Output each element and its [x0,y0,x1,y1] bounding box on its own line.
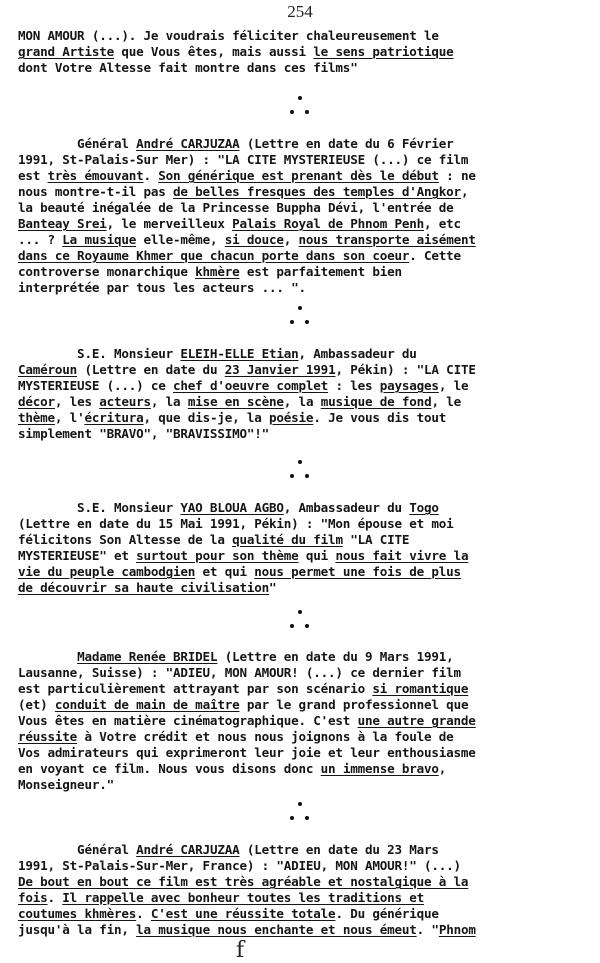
text-run: , [438,761,447,776]
underlined-run: grand Artiste [18,44,114,59]
text-line [18,60,584,76]
paragraph-1 [18,28,584,76]
text-line [18,200,584,216]
text-run: "LA CITE [342,532,410,547]
text-line [18,580,584,596]
underlined-run: le sens patriotique [313,44,454,59]
text-run: , Pékin) : "LA CITE [335,362,476,377]
underlined-run: musique de fond [320,394,432,409]
text-run: , Ambassadeur du [283,500,410,515]
text-run: Vous êtes en matière cinématographique. C'est [18,713,358,728]
text-run: . " [416,922,439,937]
separator-dot [305,816,309,820]
text-line [18,665,584,681]
text-line [18,216,584,232]
separator-dot [298,306,302,310]
text-line [18,426,584,442]
separator-dot [298,96,302,100]
text-run: . Cette [409,248,461,263]
separator-dot [305,624,309,628]
underlined-run: Caméroun [18,362,78,377]
text-run: 1991, St-Palais-Sur Mer) : "LA CITE MYSTERIEUSE (...) ce film [18,152,469,167]
text-line [18,168,584,184]
text-run [18,649,77,664]
text-line [18,842,584,858]
text-run: MYSTERIEUSE" et [18,548,137,563]
text-run: et qui [195,564,255,579]
underlined-run: de découvrir sa haute civilisation [18,580,269,595]
underlined-run: Madame Renée BRIDEL [77,649,218,664]
text-run: nous montre-t-il pas [18,184,174,199]
separator [0,304,600,330]
underlined-run: C'est une réussite totale [150,906,336,921]
separator-dot [298,610,302,614]
underlined-run: si douce [224,232,284,247]
underlined-run: La musique [62,232,137,247]
separator [0,608,600,634]
text-line [18,410,584,426]
text-line [18,264,584,280]
text-line [18,232,584,248]
text-run: félicitons Son Altesse de la [18,532,233,547]
underlined-run: poésie [269,410,314,425]
underlined-run: YAO BLOUA AGBO [180,500,284,515]
text-line [18,777,584,793]
text-run: MON AMOUR (...). Je voudrais féliciter chaleureusement le [18,28,439,43]
underlined-run: réussite [18,729,78,744]
separator-dot [305,110,309,114]
underlined-run: écritura [84,410,144,425]
text-line [18,378,584,394]
text-run: Général [18,842,137,857]
text-run: , le merveilleux [106,216,233,231]
underlined-run: qualité du film [232,532,343,547]
text-run: , [283,232,299,247]
text-run: à Votre crédit et nous nous joignons à la foule de [77,729,454,744]
text-run: , que dis-je, la [143,410,270,425]
text-run: jusqu'à la fin, [18,922,137,937]
text-run: la beauté inégalée de la Princesse Buppha Dévi, l'entrée de [18,200,454,215]
text-line [18,548,584,564]
text-line [18,136,584,152]
text-line [18,564,584,580]
underlined-run: un immense bravo [320,761,439,776]
paragraph-3 [18,346,584,442]
text-line [18,362,584,378]
text-run: " [269,580,277,595]
paragraph-4 [18,500,584,596]
text-line [18,697,584,713]
text-run: (Lettre en date du [77,362,225,377]
page-mark: f [236,938,245,963]
underlined-run: Son générique est prenant dès le début [158,168,439,183]
text-line [18,184,584,200]
page-number: 254 [287,2,313,21]
text-run: Lausanne, Suisse) : "ADIEU, MON AMOUR! (...) ce dernier film [18,665,461,680]
text-line [18,906,584,922]
separator-dot [298,460,302,464]
underlined-run: chef d'oeuvre complet [173,378,329,393]
underlined-run: nous fait vivre la [335,548,469,563]
text-run: est particulièrement attrayant par son scénario [18,681,373,696]
underlined-run: ELEIH-ELLE Etian [180,346,299,361]
underlined-run: fois [18,890,48,905]
text-run: (Lettre en date du 23 Mars [239,842,439,857]
underlined-run: si romantique [372,681,469,696]
underlined-run: vie du peuple cambodgien [18,564,196,579]
underlined-run: acteurs [99,394,151,409]
paragraph-5 [18,649,584,793]
text-run: elle-même, [136,232,225,247]
separator [0,458,600,484]
underlined-run: Phnom [438,922,476,937]
text-run: interprétée par tous les acteurs ... ". [18,280,306,295]
underlined-run: Togo [409,500,439,515]
underlined-run: André CARJUZAA [136,136,240,151]
text-run: S.E. Monsieur [18,500,181,515]
text-run: que Vous êtes, mais aussi [113,44,314,59]
paragraph-6 [18,842,584,938]
text-run: . [136,906,151,921]
text-line [18,761,584,777]
text-run: controverse monarchique [18,264,196,279]
text-line [18,500,584,516]
text-run: : ne [438,168,476,183]
underlined-run: Il rappelle avec bonheur toutes les traditions et [62,890,425,905]
text-line [18,532,584,548]
text-line [18,346,584,362]
text-run: : les [328,378,380,393]
underlined-run: très émouvant [47,168,144,183]
underlined-run: De bout en bout ce film est très agréable et nostalgique à la [18,874,469,889]
underlined-run: Banteay Srei [18,216,107,231]
separator-dot [290,320,294,324]
text-run: (Lettre en date du 15 Mai 1991, Pékin) : "Mon épouse et moi [18,516,454,531]
text-run: , la [283,394,321,409]
text-run: dont Votre Altesse fait montre dans ces films" [18,60,358,75]
text-run: 1991, St-Palais-Sur-Mer, France) : "ADIEU, MON AMOUR!" (...) [18,858,461,873]
separator-dot [290,474,294,478]
text-run: Général [18,136,137,151]
text-line [18,152,584,168]
underlined-run: nous permet une fois de plus [254,564,461,579]
text-line [18,874,584,890]
text-run: (Lettre en date du 6 Février [239,136,454,151]
text-run: en voyant ce film. Nous vous disons donc [18,761,321,776]
text-run: est [18,168,48,183]
text-line [18,890,584,906]
text-run: ... ? [18,232,63,247]
text-run: par le grand professionnel que [239,697,469,712]
underlined-run: une autre grande [357,713,476,728]
separator-dot [305,474,309,478]
text-line [18,713,584,729]
text-run: , le [438,378,469,393]
underlined-run: dans ce Royaume Khmer que chacun porte dans son coeur [18,248,410,263]
text-run: est parfaitement bien [239,264,402,279]
text-run: , les [54,394,100,409]
text-run: MYSTERIEUSE (...) ce [18,378,174,393]
text-line [18,280,584,296]
underlined-run: coutumes khmères [18,906,137,921]
underlined-run: paysages [379,378,439,393]
text-line [18,649,584,665]
underlined-run: nous transporte aisément [298,232,476,247]
text-run: Monseigneur." [18,777,114,792]
text-line [18,858,584,874]
underlined-run: thème [18,410,55,425]
text-line [18,745,584,761]
separator-dot [305,320,309,324]
text-run: Vos admirateurs qui exprimeront leur joie et leur enthousiasme [18,745,476,760]
text-line [18,681,584,697]
text-run: (et) [18,697,55,712]
underlined-run: Palais Royal de Phnom Penh [232,216,425,231]
text-line [18,28,584,44]
underlined-run: de belles fresques des temples d'Angkor [173,184,461,199]
underlined-run: 23 Janvier 1991 [224,362,336,377]
text-line [18,44,584,60]
text-run: . Du générique [335,906,439,921]
underlined-run: André CARJUZAA [136,842,240,857]
separator-dot [290,110,294,114]
underlined-run: khmère [195,264,240,279]
text-run: , l' [54,410,85,425]
text-line [18,394,584,410]
text-line [18,729,584,745]
underlined-run: surtout pour son thème [136,548,299,563]
text-run: , Ambassadeur du [298,346,417,361]
text-run: . Je vous dis tout [313,410,447,425]
text-run: , [460,184,469,199]
text-line [18,922,584,938]
text-run: . [47,890,63,905]
text-run: S.E. Monsieur [18,346,181,361]
underlined-run: la musique nous enchante et nous émeut [136,922,417,937]
separator [0,94,600,120]
paragraph-2 [18,136,584,296]
separator-dot [290,816,294,820]
text-run: . [143,168,159,183]
underlined-run: décor [18,394,55,409]
text-run: , la [150,394,188,409]
text-run: , le [431,394,461,409]
text-run: (Lettre en date du 9 Mars 1991, [217,649,454,664]
text-run: simplement "BRAVO", "BRAVISSIMO"!" [18,426,269,441]
text-line [18,516,584,532]
separator-dot [290,624,294,628]
text-run: , etc [424,216,461,231]
text-run: qui [298,548,336,563]
text-line [18,248,584,264]
underlined-run: conduit de main de maître [54,697,240,712]
separator [0,800,600,826]
underlined-run: mise en scène [187,394,284,409]
separator-dot [298,802,302,806]
